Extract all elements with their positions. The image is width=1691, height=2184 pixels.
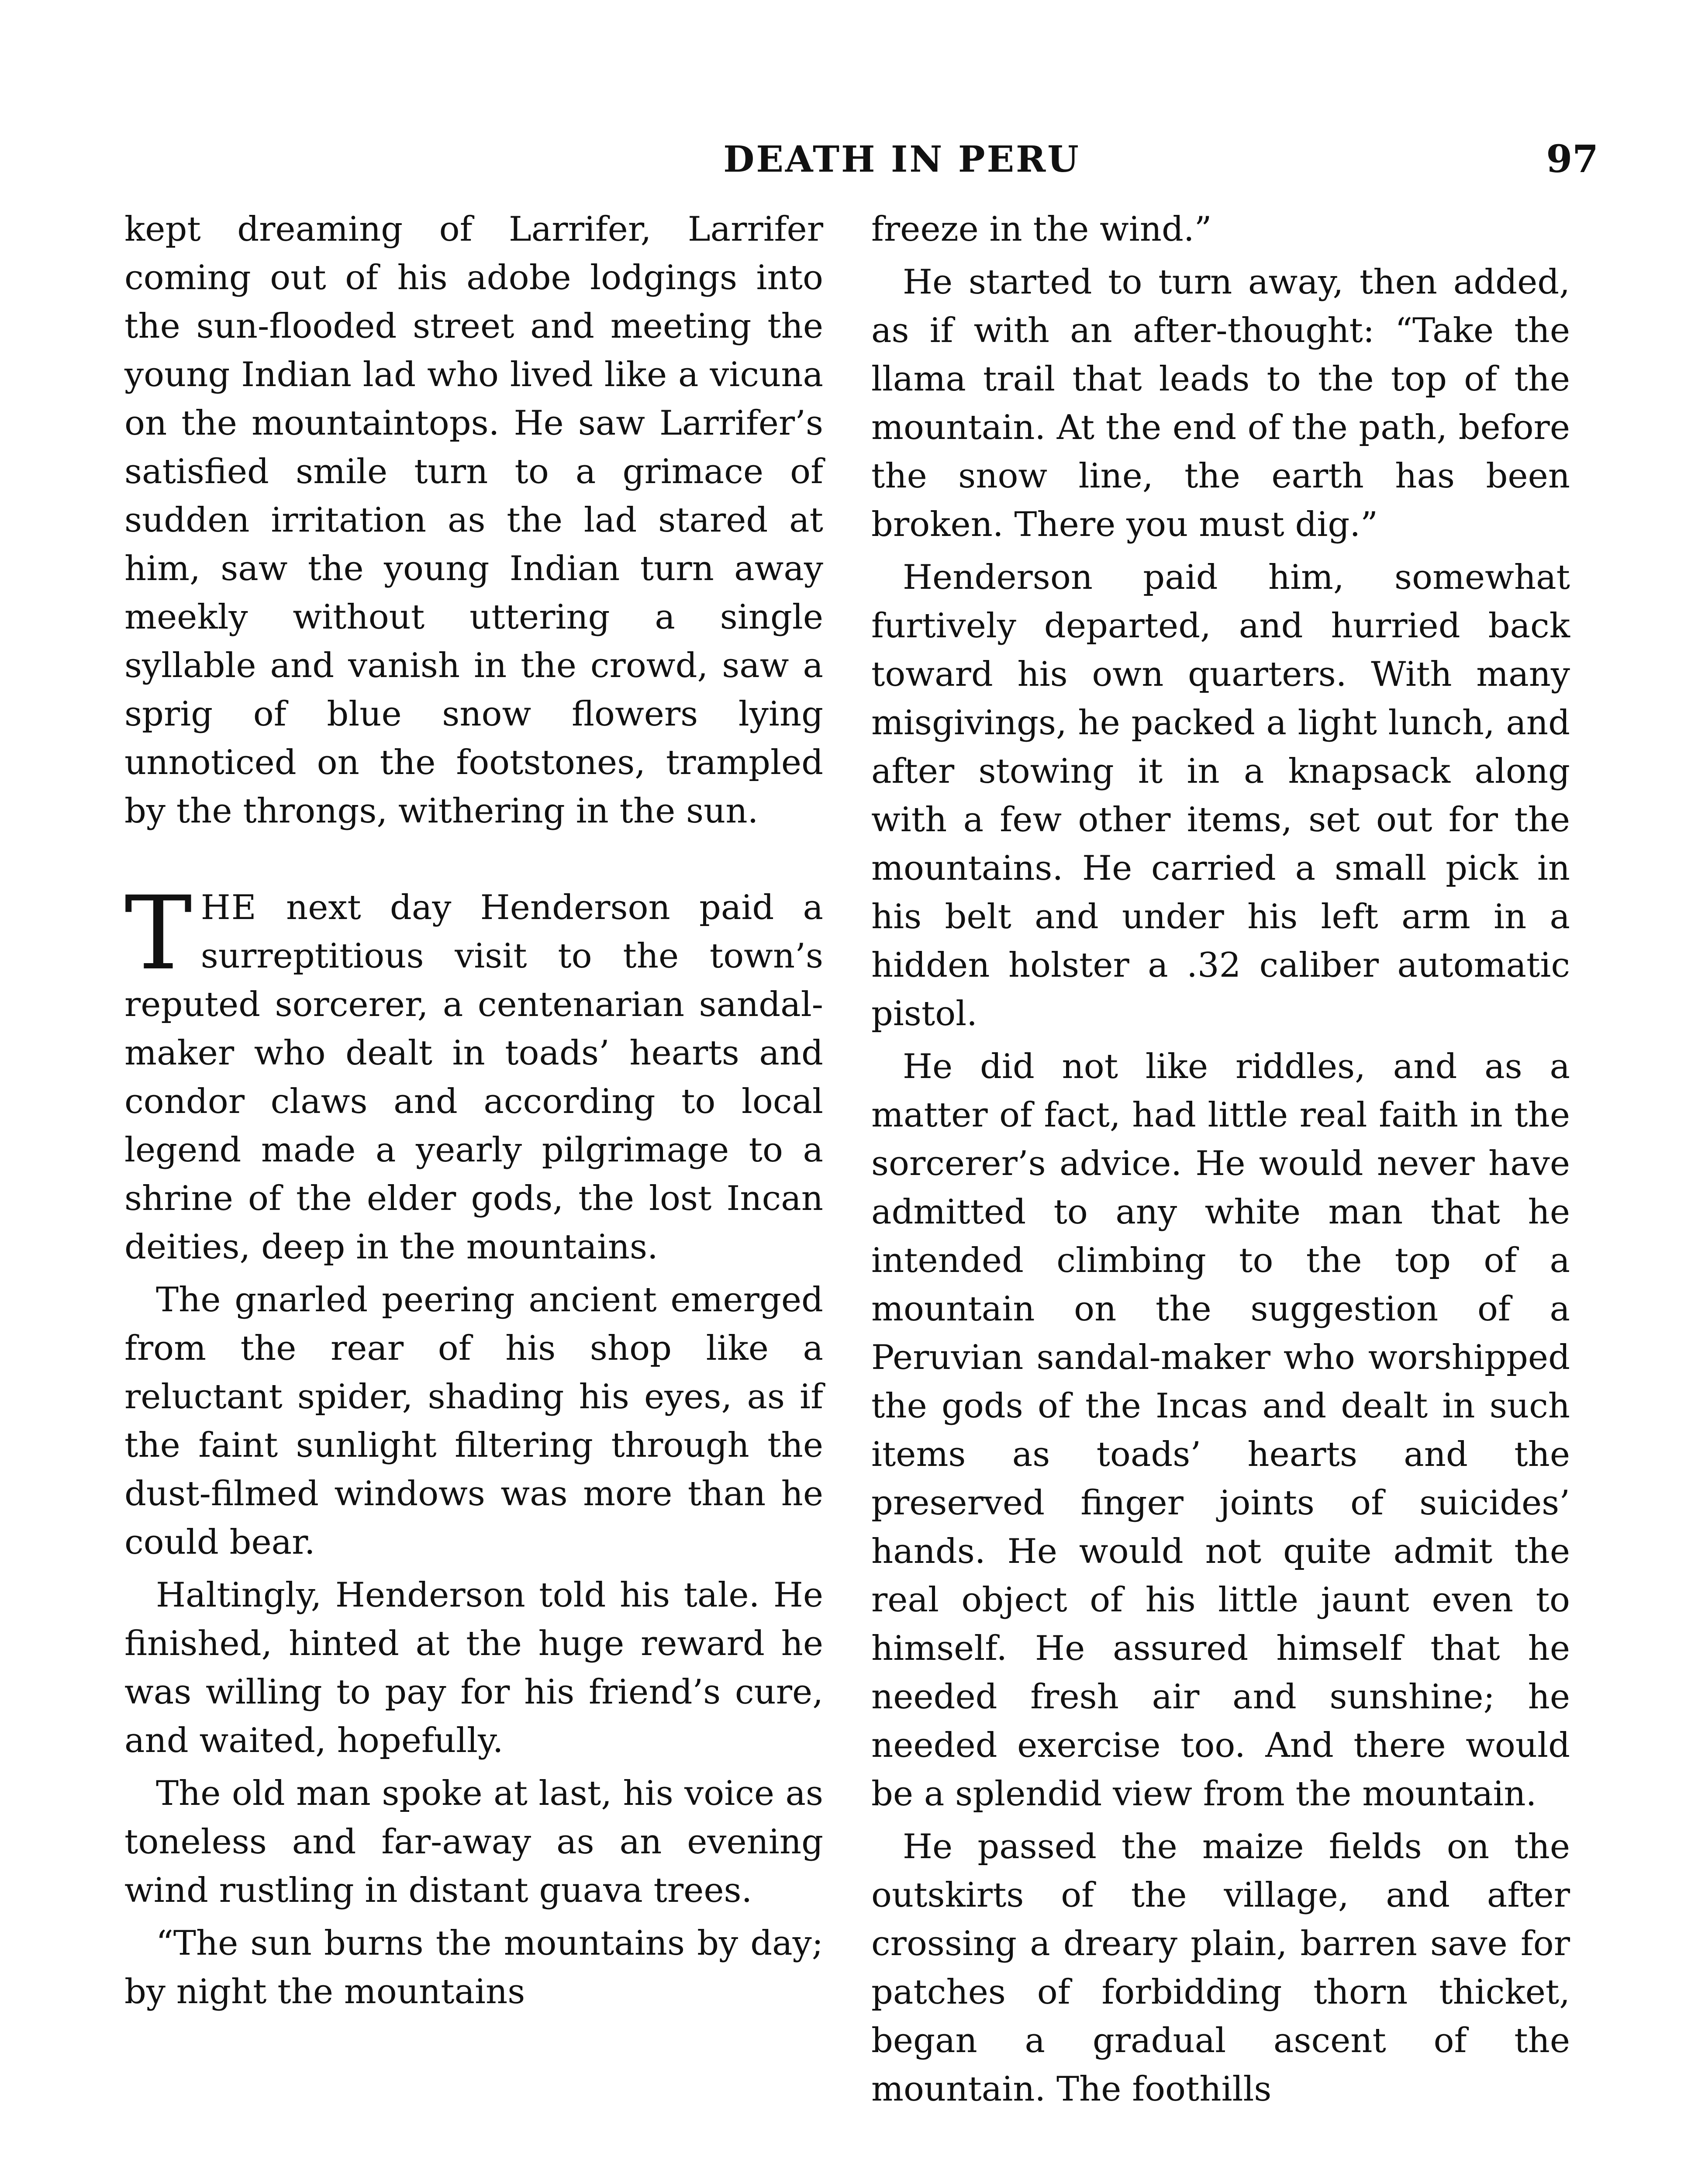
left-column: [124, 205, 823, 2021]
paragraph: The gnarled peering ancient emerged from the rear of his shop like a reluctant spider, shading his eyes, as if the faint sunlight filtering through the dust-filmed windows was more than he could bear.: [124, 1280, 823, 1562]
paragraph: He passed the maize fields on the outskirts of the village, and after crossing a dreary plain, barren save for patches of forbidding thorn thicket, began a gradual ascent of the mountain. The foothills: [871, 1827, 1570, 2109]
paragraph-text: next day Henderson paid a surreptitious visit to the town’s reputed sorcerer, a centenarian sandal-maker who dealt in toads’ hearts and condor claws and according to local legend made a yearly pilgrimage to a shrine of the elder gods, the lost Incan deities, deep in the mountains.: [124, 888, 823, 1267]
page-number: 97: [1546, 137, 1598, 181]
paragraph: Haltingly, Henderson told his tale. He finished, hinted at the huge reward he was willing to pay for his friend’s cure, and waited, hopefully.: [124, 1576, 823, 1760]
right-column: [871, 205, 1570, 2118]
running-title: DEATH IN PERU: [723, 138, 1080, 180]
paragraph: “The sun burns the mountains by day; by night the mountains: [124, 1924, 823, 2011]
paragraph: The old man spoke at last, his voice as toneless and far-away as an evening wind rustling in distant guava trees.: [124, 1774, 823, 1910]
paragraph: He started to turn away, then added, as if with an after-thought: “Take the llama trail that leads to the top of the mountain. At the end of the path, before the snow line, the earth has been broken. There you must dig.”: [871, 263, 1570, 544]
paragraph: Henderson paid him, somewhat furtively departed, and hurried back toward his own quarters. With many misgivings, he packed a light lunch, and after stowing it in a knapsack along with a few other items, set out for the mountains. He carried a small pick in his belt and under his left arm in a hidden holster a .32 caliber automatic pistol.: [871, 558, 1570, 1033]
drop-cap: T: [124, 874, 192, 992]
paragraph: kept dreaming of Larrifer, Larrifer coming out of his adobe lodgings into the sun-flooded street and meeting the young Indian lad who lived like a vicuna on the mountaintops. He saw Larrifer’s satisfied smile turn to a grimace of sudden irritation as the lad stared at him, saw the young Indian turn away meekly without uttering a single syllable and vanish in the crowd, saw a sprig of blue snow flowers lying unnoticed on the footstones, trampled by the throngs, withering in the sun.: [124, 210, 823, 831]
running-head: [205, 131, 1598, 188]
paragraph-dropcap: [124, 874, 823, 1272]
paragraph: He did not like riddles, and as a matter of fact, had little real faith in the sorcerer’s advice. He would never have admitted to any white man that he intended climbing to the top of a mountain on the suggestion of a Peruvian sandal-maker who worshipped the gods of the Incas and dealt in such items as toads’ hearts and the preserved finger joints of suicides’ hands. He would not quite admit the real object of his little jaunt even to himself. He assured himself that he needed fresh air and sunshine; he needed exercise too. And there would be a splendid view from the mountain.: [871, 1047, 1570, 1814]
paragraph: freeze in the wind.”: [871, 210, 1212, 249]
lead-in: HE: [200, 888, 257, 927]
